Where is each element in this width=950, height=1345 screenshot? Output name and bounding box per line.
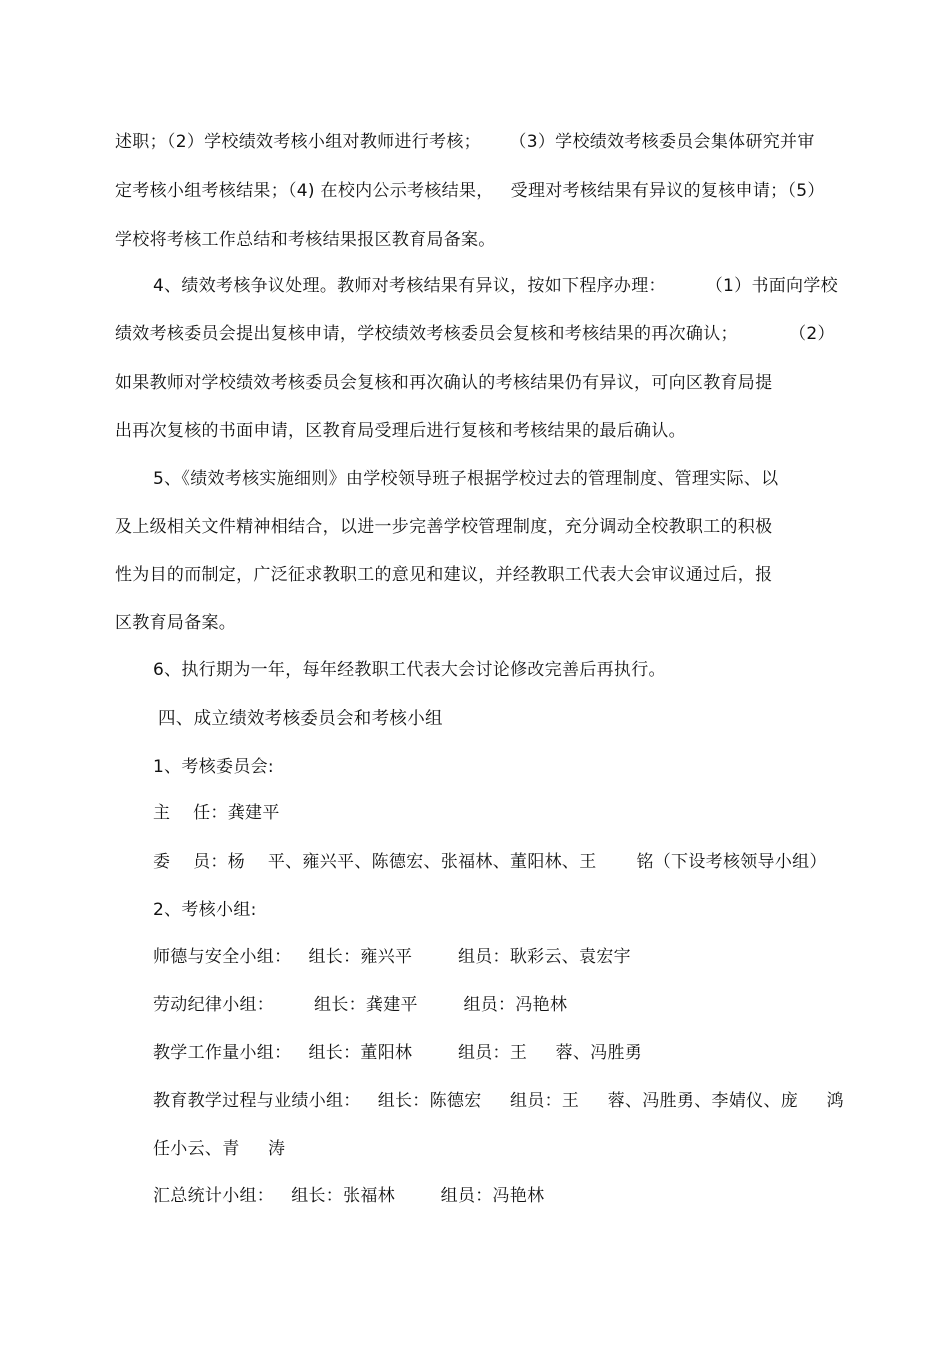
group-teaching-process-line-2: 任小云、青 涛 [153,1139,286,1159]
para5-line-2: 及上级相关文件精神相结合，以进一步完善学校管理制度，充分调动全校教职工的积极 [115,517,773,537]
group-teaching-process-line-1: 教育教学过程与业绩小组： 组长：陈德宏 组员：王 蓉、冯胜勇、李婧仪、庞 鸿 [153,1091,844,1111]
para5-line-1: 5、《绩效考核实施细则》由学校领导班子根据学校过去的管理制度、管理实际、以 [153,469,779,489]
committee-members: 委 员：杨 平、雍兴平、陈德宏、张福林、董阳林、王 铭（下设考核领导小组） [153,852,827,872]
group-teaching-workload: 教学工作量小组： 组长：董阳林 组员：王 蓉、冯胜勇 [153,1043,643,1063]
section4-heading: 四、成立绩效考核委员会和考核小组 [158,709,443,729]
para3-line-1: 述职；（2）学校绩效考核小组对教师进行考核； （3）学校绩效考核委员会集体研究并审 [115,132,815,152]
groups-title: 2、考核小组: [153,900,257,920]
para6: 6、执行期为一年，每年经教职工代表大会讨论修改完善后再执行。 [153,660,666,680]
para4-line-4: 出再次复核的书面申请，区教育局受理后进行复核和考核结果的最后确认。 [115,421,686,441]
para5-line-3: 性为目的而制定，广泛征求教职工的意见和建议，并经教职工代表大会审议通过后，报 [115,565,773,585]
group-summary-statistics: 汇总统计小组： 组长：张福林 组员：冯艳林 [153,1186,545,1206]
para4-line-2: 绩效考核委员会提出复核申请，学校绩效考核委员会复核和考核结果的再次确认； （2） [115,324,835,344]
para3-line-3: 学校将考核工作总结和考核结果报区教育局备案。 [115,230,496,250]
para5-line-4: 区教育局备案。 [115,613,237,633]
group-labor-discipline: 劳动纪律小组： 组长：龚建平 组员：冯艳林 [153,995,568,1015]
para4-line-3: 如果教师对学校绩效考核委员会复核和再次确认的考核结果仍有异议，可向区教育局提 [115,373,773,393]
group-ethics-safety: 师德与安全小组： 组长：雍兴平 组员：耿彩云、袁宏宇 [153,947,631,967]
para4-line-1: 4、绩效考核争议处理。教师对考核结果有异议，按如下程序办理： （1）书面向学校 [153,276,838,296]
para3-line-2: 定考核小组考核结果；（4) 在校内公示考核结果， 受理对考核结果有异议的复核申请；（5） [115,181,825,201]
committee-director: 主 任：龚建平 [153,803,280,823]
committee-title: 1、考核委员会: [153,757,274,777]
